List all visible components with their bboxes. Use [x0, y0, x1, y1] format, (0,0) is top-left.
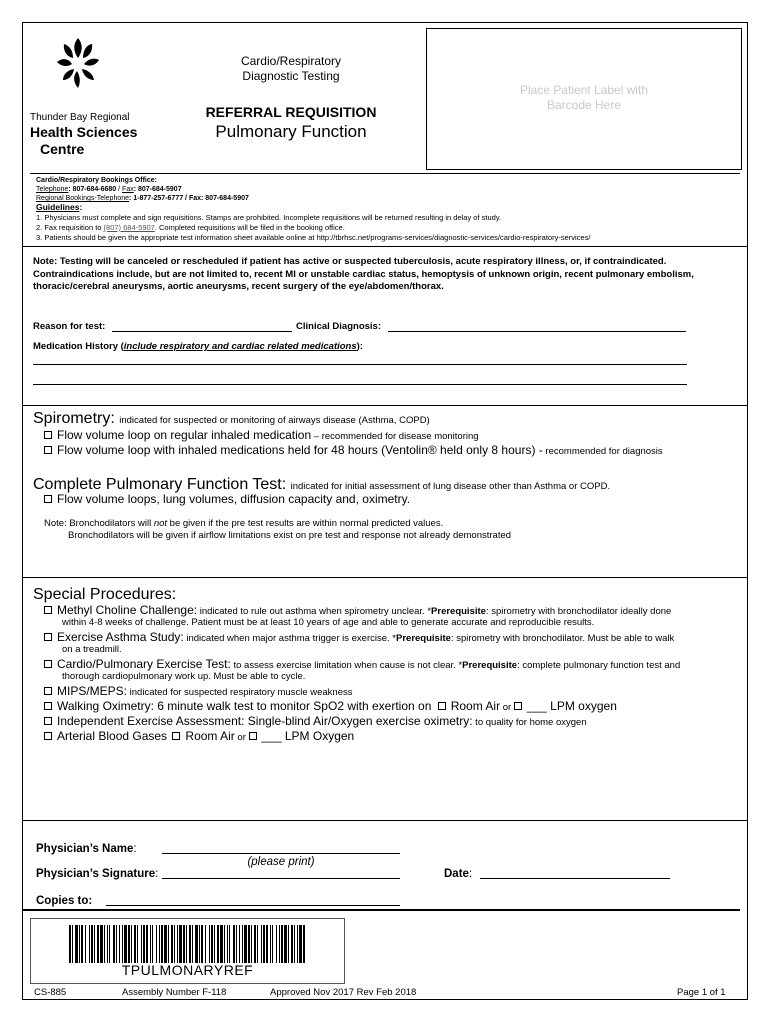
checkbox-icon[interactable]: [514, 702, 522, 710]
barcode-bar: [124, 925, 127, 963]
barcode-bar: [303, 925, 305, 963]
patient-label-box[interactable]: [426, 28, 742, 170]
divider: [22, 909, 740, 911]
wo-room-air: Room Air: [450, 699, 501, 713]
note-line2: Contraindications include, but are not limited to, recent MI or unstable cardiac status, hemoptysis of unknown origin, recent pulmonary embolism,: [33, 268, 694, 280]
barcode-bar: [248, 925, 250, 963]
barcode-bar: [179, 925, 182, 963]
ea-line2: on a treadmill.: [62, 644, 122, 655]
barcode-bar: [122, 925, 123, 963]
barcode-bar: [116, 925, 117, 963]
cp-title: Cardio/Pulmonary Exercise Test:: [57, 657, 231, 671]
barcode-bar: [257, 925, 258, 963]
form-type: REFERRAL REQUISITION: [205, 104, 377, 120]
org-line3: Centre: [40, 141, 85, 157]
assembly-number: Assembly Number F-118: [122, 987, 227, 998]
barcode-bar: [156, 925, 157, 963]
spirometry-subtitle: indicated for suspected or monitoring of airways disease (Asthma, COPD): [119, 415, 430, 426]
cp-text: to assess exercise limitation when cause is not clear. *: [230, 660, 463, 671]
guidelines-block: [36, 202, 741, 243]
fax-label: Fax: [122, 186, 134, 193]
barcode-bar: [251, 925, 252, 963]
barcode-bar: [263, 925, 265, 963]
telephone-line: [36, 185, 736, 194]
barcode-bar: [69, 925, 71, 963]
barcode-bar: [205, 925, 206, 963]
diagnosis-label: Clinical Diagnosis:: [296, 321, 381, 332]
checkbox-icon[interactable]: [172, 732, 180, 740]
bookings-office: Cardio/Respiratory Bookings Office:: [36, 177, 157, 184]
abg-room-air: Room Air: [185, 729, 235, 743]
barcode-bar: [254, 925, 256, 963]
arterial-blood-gases-option[interactable]: [44, 729, 354, 744]
page-number: Page 1 of 1: [677, 987, 726, 998]
physician-name-input[interactable]: [162, 843, 400, 854]
abg-title: Arterial Blood Gases: [57, 729, 168, 743]
complete-pft-option[interactable]: [44, 492, 410, 507]
cardio-pulmonary-option[interactable]: [44, 657, 680, 672]
barcode-bar: [75, 925, 78, 963]
barcode-bar: [119, 925, 120, 963]
cp-line2: thorough cardiopulmonary work up. Must be able to cycle.: [62, 671, 306, 682]
guidelines-title-text: Guidelines: [36, 202, 80, 212]
date-label-text: Date: [444, 868, 469, 880]
ea-text2: : spirometry with bronchodilator. Must be able to walk: [450, 633, 675, 644]
telephone-label: Telephone: [36, 186, 69, 193]
med-pre: Medication History (: [33, 341, 124, 352]
barcode-bar: [150, 925, 151, 963]
medication-line-1[interactable]: [33, 364, 687, 365]
barcode-bar: [294, 925, 295, 963]
barcode-bar: [72, 925, 73, 963]
barcode-bar: [279, 925, 280, 963]
barcode-bar: [186, 925, 187, 963]
checkbox-icon[interactable]: [44, 495, 52, 503]
barcode-bar: [189, 925, 191, 963]
guideline-3: 3. Patients should be given the appropriate test information sheet available online at http://tbrhsc.net/programs-services/diagnostic-services/cardio-respiratory-services/: [36, 233, 591, 242]
contact-block: [36, 176, 736, 203]
ea-text: indicated when major asthma trigger is exercise. *: [183, 633, 396, 644]
exercise-asthma-option[interactable]: [44, 630, 674, 645]
barcode-bar: [137, 925, 138, 963]
barcode-bar: [94, 925, 95, 963]
medication-history-label: [33, 341, 363, 353]
mips-meps-option[interactable]: [44, 684, 352, 699]
barcode-bar: [195, 925, 198, 963]
sig-label-text: Physician’s Signature: [36, 868, 156, 880]
mips-title: MIPS/MEPS:: [57, 684, 128, 698]
barcode-bar: [211, 925, 213, 963]
ea-title: Exercise Asthma Study:: [57, 630, 184, 644]
date-colon: :: [468, 868, 473, 880]
barcode-bar: [131, 925, 132, 963]
checkbox-icon[interactable]: [44, 717, 52, 725]
barcode-bar: [159, 925, 160, 963]
barcode-bar: [214, 925, 215, 963]
wo-lpm: ___ LPM oxygen: [526, 699, 617, 713]
barcode-bar: [164, 925, 167, 963]
guideline-1: 1. Physicians must complete and sign requisitions. Stamps are prohibited. Incomplete requisitions will be returned resulting in delay of study.: [36, 213, 502, 222]
reason-label: Reason for test:: [33, 321, 106, 332]
bronchodilator-note-2: Bronchodilators will be given if airflow limitations exist on pre test and response not already demonstrated: [68, 530, 512, 541]
form-number: CS-885: [34, 987, 67, 998]
barcode-bar: [97, 925, 99, 963]
copies-to-label: Copies to:: [36, 895, 93, 907]
barcode-image: [69, 925, 307, 963]
barcode-bar: [217, 925, 219, 963]
spirometry-heading: [33, 409, 430, 428]
barcode-bar: [91, 925, 93, 963]
note-line3: thoracic/cerebral aneurysms, aortic aneurysms, recent surgery of the eye/abdomen/thorax.: [33, 281, 444, 292]
please-print-hint: (please print): [247, 856, 315, 868]
barcode-bar: [143, 925, 145, 963]
barcode-bar: [177, 925, 178, 963]
cp-prereq: Prerequisite: [462, 660, 518, 671]
barcode-bar: [288, 925, 289, 963]
spirometry-option-1[interactable]: [44, 428, 479, 443]
barcode-bar: [236, 925, 237, 963]
bd-note-em: not: [153, 518, 168, 529]
fax-number: : 807-684-5907: [133, 186, 182, 193]
form-title: Pulmonary Function: [215, 122, 367, 141]
opt2-note: recommended for diagnosis: [542, 446, 663, 457]
divider: [22, 577, 748, 578]
fax-link[interactable]: (807) 684-5907: [103, 223, 155, 232]
mch-line2: within 4-8 weeks of challenge. Patient must be at least 10 years of age and able to generate accurate and reproducible results.: [62, 617, 595, 628]
barcode-bar: [201, 925, 203, 963]
barcode-bar: [107, 925, 108, 963]
checkbox-icon[interactable]: [44, 431, 52, 439]
barcode-bar: [89, 925, 90, 963]
barcode-bar: [113, 925, 115, 963]
barcode-bar: [209, 925, 210, 963]
barcode-bar: [266, 925, 268, 963]
barcode-bar: [168, 925, 169, 963]
mch-text: indicated to rule out asthma when spirometry unclear. *: [197, 606, 432, 617]
checkbox-icon[interactable]: [44, 702, 52, 710]
checkbox-icon[interactable]: [44, 446, 52, 454]
barcode-bar: [199, 925, 200, 963]
barcode-bar: [85, 925, 86, 963]
barcode-bar: [141, 925, 142, 963]
separator: /: [118, 186, 121, 193]
barcode-text: TPULMONARYREF: [121, 962, 254, 978]
divider: [30, 173, 740, 174]
name-colon: :: [133, 843, 137, 855]
guideline-2: [36, 223, 741, 233]
physician-signature-label: [36, 867, 158, 881]
bd-note-pre: Note: Bronchodilators will: [44, 518, 154, 529]
checkbox-icon[interactable]: [44, 606, 52, 614]
barcode-bar: [233, 925, 235, 963]
spirometry-option-2[interactable]: [44, 443, 663, 458]
guidelines-colon: :: [79, 202, 83, 212]
barcode-bar: [239, 925, 240, 963]
dept-line2: Diagnostic Testing: [242, 69, 340, 83]
walking-oximetry-option[interactable]: [44, 699, 617, 714]
approval-date: Approved Nov 2017 Rev Feb 2018: [270, 987, 417, 998]
barcode-bar: [161, 925, 163, 963]
sig-colon: :: [155, 868, 159, 880]
barcode-bar: [276, 925, 277, 963]
wo-or: or: [500, 702, 514, 713]
barcode-bar: [229, 925, 230, 963]
barcode-box: [30, 918, 345, 984]
checkbox-icon[interactable]: [44, 732, 52, 740]
guideline-2-pre: 2. Fax requisition to: [36, 223, 104, 232]
barcode-bar: [299, 925, 302, 963]
guideline-2-post: . Completed requisitions will be filed in the booking office.: [154, 223, 345, 232]
barcode-bar: [146, 925, 148, 963]
hospital-logo-icon: [56, 36, 102, 106]
methyl-choline-option[interactable]: [44, 603, 671, 618]
copies-to-input[interactable]: [106, 895, 400, 906]
org-line2: Health Sciences: [30, 124, 138, 140]
mch-prereq: Prerequisite: [431, 606, 486, 617]
telephone-number: : 807-684-6680: [68, 186, 117, 193]
barcode-bar: [192, 925, 193, 963]
barcode-bar: [109, 925, 110, 963]
abg-or: or: [234, 732, 249, 743]
divider: [22, 405, 748, 406]
barcode-bar: [242, 925, 243, 963]
wo-text: Walking Oximetry: 6 minute walk test to monitor SpO2 with exertion on: [57, 699, 432, 713]
reason-input[interactable]: [112, 321, 292, 332]
complete-pft-subtitle: indicated for initial assessment of lung disease other than Asthma or COPD.: [290, 481, 611, 492]
guidelines-title: [36, 202, 741, 213]
barcode-bar: [297, 925, 298, 963]
opt1-note: – recommended for disease monitoring: [311, 431, 479, 442]
barcode-bar: [224, 925, 225, 963]
barcode-bar: [220, 925, 223, 963]
iea-text: to quality for home oxygen: [472, 717, 587, 728]
name-label-text: Physician’s Name: [36, 843, 134, 855]
date-label: [444, 867, 472, 881]
complete-pft-title: Complete Pulmonary Function Test:: [33, 476, 287, 493]
department-title: [196, 54, 386, 84]
iea-title: Independent Exercise Assessment: Single-blind Air/Oxygen exercise oximetry:: [57, 714, 473, 728]
barcode-bar: [291, 925, 293, 963]
barcode-bar: [134, 925, 136, 963]
checkbox-icon[interactable]: [438, 702, 446, 710]
checkbox-icon[interactable]: [249, 732, 257, 740]
label-line1: Place Patient Label with: [519, 83, 649, 97]
dept-line1: Cardio/Respiratory: [240, 54, 342, 68]
mch-title: Methyl Choline Challenge:: [57, 603, 198, 617]
bronchodilator-note-1: [44, 518, 443, 530]
checkbox-icon[interactable]: [44, 687, 52, 695]
med-post: ):: [356, 341, 363, 352]
regional-label: Regional Bookings-Telephone: [36, 195, 130, 202]
medication-line-2[interactable]: [33, 384, 687, 385]
divider: [22, 820, 748, 821]
barcode-bar: [284, 925, 287, 963]
opt2-label: Flow volume loop with inhaled medications held for 48 hours (Ventolin® held only 8 hours) -: [57, 443, 543, 457]
barcode-bar: [81, 925, 83, 963]
barcode-bar: [183, 925, 185, 963]
diagnosis-input[interactable]: [388, 321, 686, 332]
ea-prereq: Prerequisite: [396, 633, 451, 644]
spirometry-title: Spirometry:: [33, 410, 115, 427]
mips-text: indicated for suspected respiratory muscle weakness: [127, 687, 353, 698]
date-input[interactable]: [480, 868, 670, 879]
contraindication-note: [33, 256, 743, 294]
org-line1: Thunder Bay Regional: [30, 112, 130, 123]
barcode-bar: [270, 925, 271, 963]
checkbox-icon[interactable]: [44, 633, 52, 641]
barcode-bar: [171, 925, 173, 963]
barcode-bar: [100, 925, 103, 963]
patient-label-placeholder: [427, 83, 741, 113]
special-procedures-title: Special Procedures:: [33, 586, 177, 603]
mch-text2: : spirometry with bronchodilator ideally done: [485, 606, 672, 617]
barcode-bar: [272, 925, 273, 963]
med-underlined: include respiratory and cardiac related medications: [123, 341, 357, 352]
barcode-bar: [128, 925, 130, 963]
barcode-bar: [281, 925, 283, 963]
barcode-bar: [79, 925, 80, 963]
barcode-bar: [261, 925, 262, 963]
label-line2: Barcode Here: [546, 98, 622, 112]
pft-opt1-label: Flow volume loops, lung volumes, diffusion capacity and, oximetry.: [57, 492, 411, 506]
abg-lpm: ___ LPM Oxygen: [261, 729, 355, 743]
physician-signature-input[interactable]: [162, 868, 400, 879]
divider: [22, 246, 748, 247]
physician-name-label: [36, 842, 137, 856]
checkbox-icon[interactable]: [44, 660, 52, 668]
barcode-bar: [174, 925, 175, 963]
cp-text2: : complete pulmonary function test and: [517, 660, 681, 671]
barcode-bar: [244, 925, 247, 963]
org-name: [30, 111, 160, 158]
opt1-label: Flow volume loop on regular inhaled medication: [57, 428, 312, 442]
regional-number: : 1-877-257-6777 / Fax: 807-684-5907: [129, 195, 249, 202]
independent-exercise-option[interactable]: [44, 714, 587, 729]
note-line1: Note: Testing will be canceled or rescheduled if patient has active or suspected tuberculosis, acute respiratory illness, or, if contraindicated.: [33, 256, 667, 267]
bd-note-post: be given if the pre test results are within normal predicted values.: [167, 518, 444, 529]
barcode-bar: [227, 925, 228, 963]
barcode-bar: [104, 925, 105, 963]
barcode-bar: [152, 925, 153, 963]
